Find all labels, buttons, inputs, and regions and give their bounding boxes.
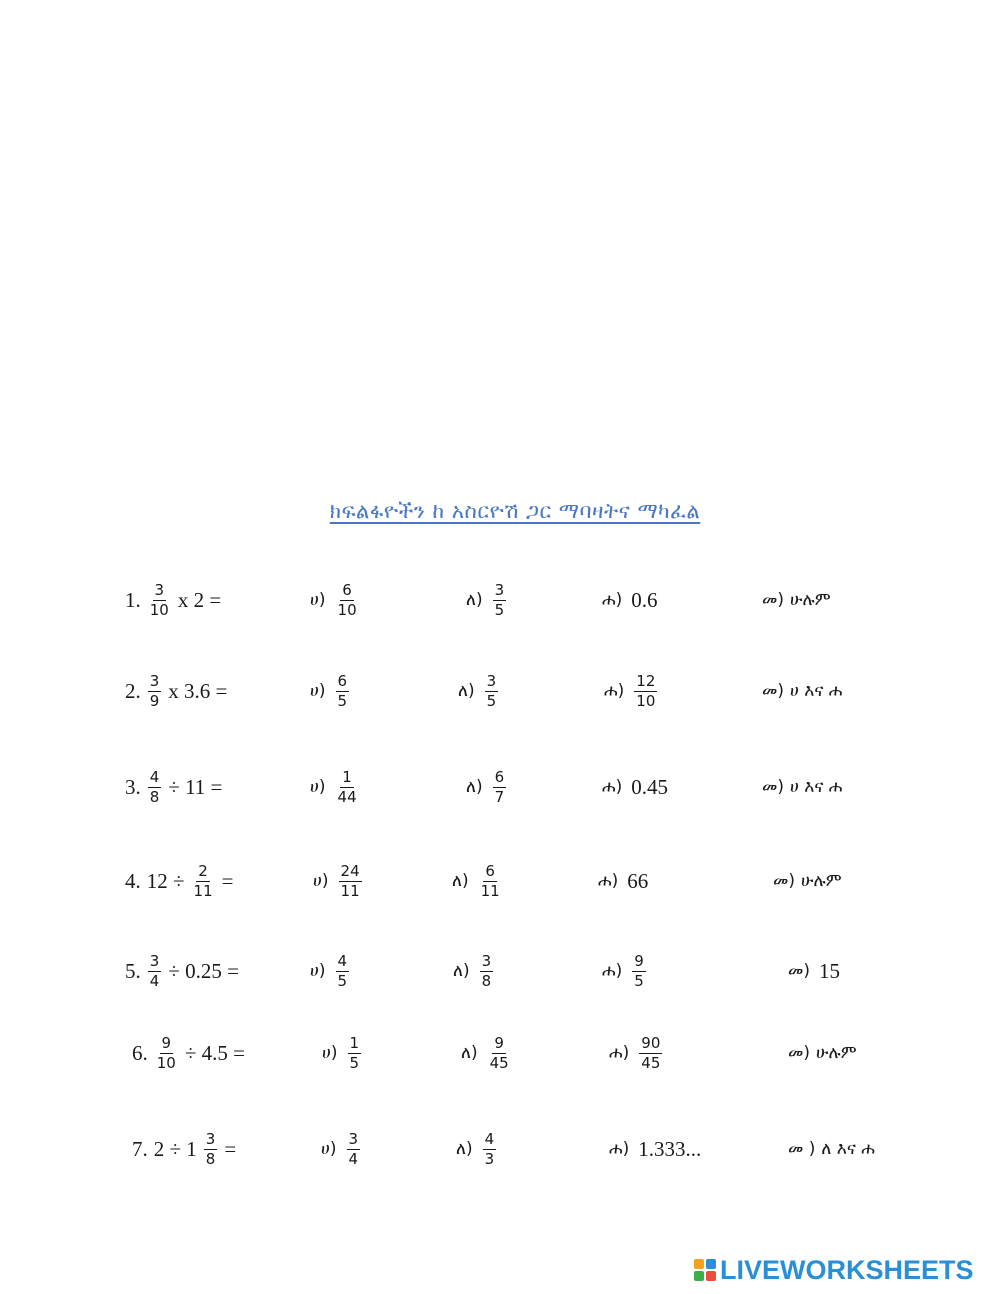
fraction-denominator: 10 [156,1053,176,1072]
answer-option-d[interactable] [788,1121,875,1177]
option-label: መ) [762,590,785,610]
answer-option-a[interactable] [313,853,366,909]
question-prompt [122,572,224,628]
math-text: 0.45 [631,774,669,799]
question-prompt [122,853,236,909]
answer-option-b[interactable] [461,1025,515,1081]
fraction-denominator: 3 [484,1149,495,1168]
fraction-denominator: 5 [486,691,497,710]
fraction-numerator: 24 [340,861,360,880]
answer-option-b[interactable] [466,572,510,628]
question-number: 1. [125,587,141,612]
fraction-numerator: 9 [634,951,644,970]
math-text: 15 [819,958,841,983]
option-label: መ) [788,961,811,981]
question-prompt [129,1121,239,1177]
answer-option-a[interactable] [310,572,363,628]
math-text: x 2 = [177,587,222,612]
math-text: 12 ÷ [146,868,185,893]
option-label: ለ) [458,681,475,701]
answer-option-a[interactable] [310,663,353,719]
option-label: ሀ) [313,871,329,891]
fraction [148,671,162,710]
fraction-numerator: 1 [342,767,352,786]
fraction [480,951,494,990]
option-label: ሀ) [321,1139,337,1159]
option-label: ለ) [453,961,470,981]
math-text: ÷ 4.5 = [184,1040,245,1065]
math-text: 0.6 [631,587,658,612]
fraction-denominator: 10 [636,691,656,710]
fraction [634,671,657,710]
logo-text: LIVEWORKSHEETS [720,1254,974,1285]
fraction-numerator: 9 [494,1033,504,1052]
fraction-denominator: 45 [489,1053,509,1072]
option-label: ለ) [466,777,483,797]
answer-text: ለ እና ሐ [821,1139,875,1159]
answer-option-b[interactable] [453,943,497,999]
answer-option-b[interactable] [456,1121,500,1177]
fraction-denominator: 7 [494,787,505,806]
option-label: ሐ) [602,590,623,610]
math-text: 1.333... [638,1136,702,1161]
fraction-denominator: 10 [149,600,169,619]
answer-option-d[interactable] [773,853,842,909]
fraction-numerator: 3 [149,951,160,970]
fraction-denominator: 44 [337,787,357,806]
fraction [493,767,507,806]
fraction-numerator: 12 [636,671,656,690]
option-label: ሀ) [322,1043,338,1063]
option-label: ለ) [466,590,483,610]
answer-option-c[interactable] [609,1121,704,1177]
fraction [336,580,359,619]
logo-block [694,1259,704,1269]
fraction-denominator: 11 [340,881,360,900]
math-text: = [224,1136,237,1161]
fraction-numerator: 90 [641,1033,661,1052]
math-text: x 3.6 = [168,678,228,703]
question-row [0,1025,1000,1081]
fraction-denominator: 8 [481,971,492,990]
fraction [148,951,162,990]
logo-block [706,1271,716,1281]
fraction-numerator: 6 [337,671,348,690]
fraction-denominator: 5 [349,1053,360,1072]
fraction-numerator: 3 [481,951,492,970]
question-number: 4. [125,868,141,893]
fraction-denominator: 8 [149,787,160,806]
question-prompt [122,759,225,815]
answer-option-b[interactable] [466,759,510,815]
fraction [336,671,350,710]
fraction-denominator: 10 [337,600,357,619]
option-label: ለ) [461,1043,478,1063]
option-label: መ) [762,681,785,701]
answer-option-c[interactable] [609,1025,666,1081]
fraction-denominator: 5 [337,691,348,710]
option-label: ሐ) [602,777,623,797]
option-label: መ) [762,777,785,797]
question-number: 3. [125,774,141,799]
fraction-numerator: 3 [486,671,497,690]
fraction-numerator: 4 [149,767,160,786]
math-text: 66 [627,868,649,893]
fraction-numerator: 4 [337,951,348,970]
question-prompt [122,943,242,999]
fraction [204,1129,218,1168]
fraction-denominator: 5 [494,600,505,619]
fraction-numerator: 2 [198,861,208,880]
fraction [348,1033,362,1072]
fraction [639,1033,662,1072]
question-prompt [122,663,230,719]
answer-option-b[interactable] [452,853,506,909]
question-row [0,1121,1000,1177]
question-number: 5. [125,958,141,983]
question-number: 2. [125,678,141,703]
question-prompt [129,1025,248,1081]
fraction-numerator: 3 [205,1129,216,1148]
fraction-numerator: 3 [348,1129,359,1148]
fraction-denominator: 4 [348,1149,359,1168]
answer-option-c[interactable] [602,572,661,628]
fraction-numerator: 3 [494,580,505,599]
fraction [336,767,359,806]
fraction [192,861,215,900]
fraction-denominator: 9 [149,691,160,710]
question-row [0,663,1000,719]
option-label: ሐ) [598,871,619,891]
answer-option-a[interactable] [310,759,363,815]
option-label: ሀ) [310,590,326,610]
logo-block [706,1259,716,1269]
fraction [336,951,350,990]
answer-option-a[interactable] [322,1025,365,1081]
answer-option-c[interactable] [598,853,651,909]
option-label: መ ) [788,1139,816,1159]
question-row [0,853,1000,909]
fraction [488,1033,511,1072]
option-label: ሀ) [310,681,326,701]
answer-option-d[interactable] [788,1025,857,1081]
fraction [483,1129,497,1168]
fraction [632,951,646,990]
answer-text: ሁሉም [801,871,842,891]
fraction [148,580,171,619]
logo-icon [694,1259,716,1281]
fraction-denominator: 4 [149,971,160,990]
fraction-denominator: 8 [205,1149,216,1168]
fraction [479,861,502,900]
fraction-numerator: 3 [154,580,165,599]
fraction-denominator: 11 [480,881,500,900]
math-text: ÷ 0.25 = [168,958,239,983]
math-text: 2 ÷ 1 [153,1136,197,1161]
option-label: ሀ) [310,777,326,797]
fraction-numerator: 6 [342,580,352,599]
fraction-numerator: 4 [484,1129,495,1148]
answer-text: ሁሉም [816,1043,857,1063]
option-label: ሀ) [310,961,326,981]
option-label: ሐ) [609,1139,630,1159]
fraction [493,580,507,619]
fraction [485,671,499,710]
answer-option-c[interactable] [602,943,650,999]
liveworksheets-logo[interactable] [694,1254,974,1286]
worksheet-title: ክፍልፋዮችን ከ አስርዮሽ ጋር ማባዛትና ማካፈል [329,499,701,523]
fraction-denominator: 45 [641,1053,661,1072]
fraction-denominator: 5 [337,971,348,990]
answer-option-a[interactable] [310,943,353,999]
answer-option-d[interactable] [788,943,843,999]
question-number: 6. [132,1040,148,1065]
answer-text: ሁሉም [790,590,831,610]
fraction [148,767,162,806]
answer-option-a[interactable] [321,1121,364,1177]
fraction-denominator: 11 [193,881,213,900]
question-number: 7. [132,1136,148,1161]
fraction-numerator: 6 [485,861,495,880]
option-label: ሐ) [609,1043,630,1063]
answer-text: ሀ እና ሐ [790,777,843,797]
option-label: ሐ) [604,681,625,701]
answer-option-c[interactable] [604,663,661,719]
fraction-numerator: 1 [349,1033,360,1052]
question-row [0,759,1000,815]
math-text: = [221,868,234,893]
fraction [339,861,362,900]
option-label: ለ) [456,1139,473,1159]
answer-option-d[interactable] [762,759,842,815]
math-text: ÷ 11 = [168,774,223,799]
fraction-numerator: 6 [494,767,505,786]
question-row [0,943,1000,999]
answer-text: ሀ እና ሐ [790,681,843,701]
option-label: መ) [773,871,796,891]
logo-block [694,1271,704,1281]
option-label: ለ) [452,871,469,891]
answer-option-c[interactable] [602,759,671,815]
fraction-denominator: 5 [634,971,644,990]
answer-option-d[interactable] [762,663,842,719]
fraction [155,1033,178,1072]
fraction-numerator: 3 [149,671,160,690]
answer-option-d[interactable] [762,572,831,628]
fraction-numerator: 9 [161,1033,172,1052]
option-label: መ) [788,1043,811,1063]
question-row [0,572,1000,628]
option-label: ሐ) [602,961,623,981]
fraction [347,1129,361,1168]
answer-option-b[interactable] [458,663,502,719]
